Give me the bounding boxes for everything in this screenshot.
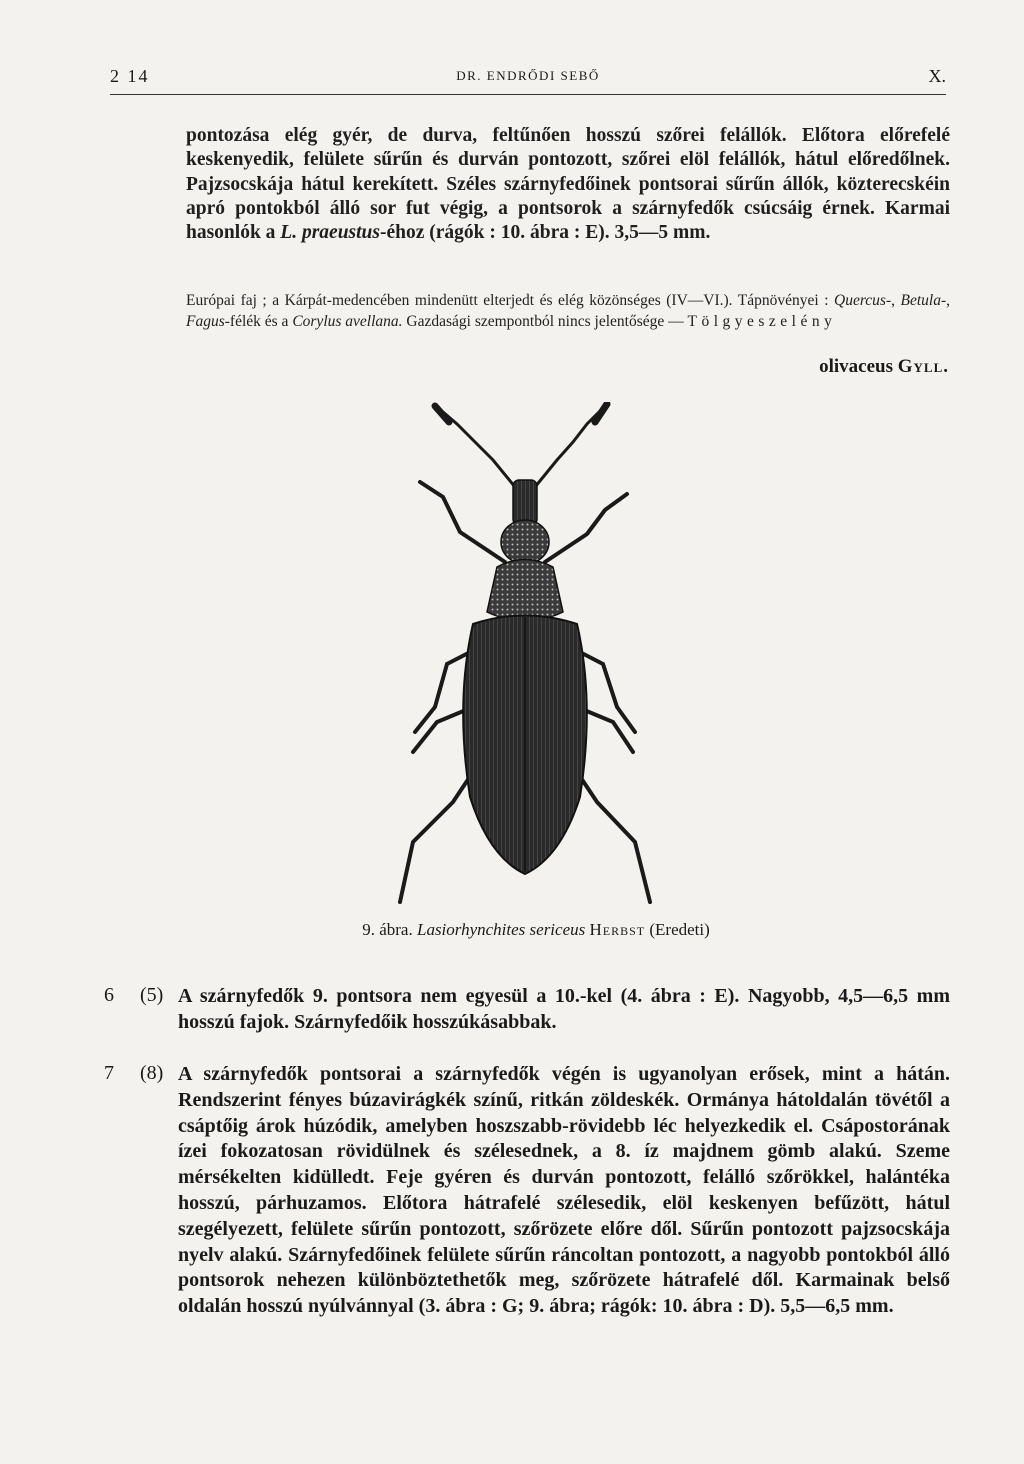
species-heading	[819, 356, 949, 378]
common-name: Tölgyeszelény	[687, 312, 837, 330]
para2-text-2: ,	[891, 292, 901, 309]
para1-text-2: -éhoz (rágók : 10. ábra : E). 3,5—5 mm.	[380, 222, 711, 244]
couplet-text: A szárnyfedők 9. pontsora nem egyesül a 10.-kel (4. ábra : E). Nagyobb, 4,5—6,5 mm hosszú fajok. Szárnyfedőik hosszúkásabbak.	[178, 985, 950, 1033]
figure-caption	[186, 920, 886, 940]
figure-number: 9. ábra.	[362, 920, 413, 939]
para2-taxon-2: Betula-	[900, 292, 947, 309]
running-author: DR. ENDRŐDI SEBŐ	[456, 68, 600, 83]
para1-text-1: pontozása elég gyér, de durva, feltűnően hosszú szőrei felállók. Előtora előrefelé keskenyedik, felülete sűrűn és durván pontozott, szőrei elöl felállók, hátul előredőlnek. Pajzsocskája hátul kerekített. Széles szárnyfedőinek pontsorai sűrűn állók, közterecskéin apró pontokból álló sor fut végig, a pontsorok a szárnyfedők csúcsáig érnek. Karmai hasonlók a	[186, 125, 950, 244]
figure-author: Herbst	[589, 920, 646, 939]
couplet-number: 7	[104, 1062, 114, 1084]
running-header	[110, 64, 946, 95]
page-number: 2 14	[110, 66, 150, 86]
beetle-illustration	[365, 402, 685, 912]
para2-text-5: Gazdasági szempontból nincs jelentősége —	[402, 312, 688, 330]
para2-text-1: Európai faj ; a Kárpát-medencében mindenütt elterjedt és elég közönséges (IV—VI.). Tápnövényei :	[186, 292, 835, 309]
couplet-number: 6	[104, 984, 114, 1006]
figure-note: (Eredeti)	[649, 920, 710, 939]
para2-text-3: ,	[946, 292, 951, 309]
species-author: Gyll.	[897, 356, 949, 377]
para2-text-4: -félék és a	[224, 312, 293, 330]
volume-number: X.	[928, 66, 946, 86]
species-name: olivaceus	[819, 356, 893, 377]
para2-taxon-3: Fagus	[186, 312, 225, 330]
para2-taxon-4: Corylus avellana.	[292, 312, 403, 330]
distribution-paragraph	[186, 291, 950, 332]
couplet-text: A szárnyfedők pontsorai a szárnyfedők végén is ugyanolyan erősek, mint a hátán. Rendszerint fényes búzavirágkék színű, ritkán zöldeskék. Ormánya hátoldalán tövétől a csáptőig árok húzódik, amelyben hoszszabb-rövidebb léc helyezkedik el. Csápostorának ízei fokozatosan rövidülnek és szélesednek, a 8. íz majdnem gömb alakú. Szeme mérsékelten kidülledt. Feje gyéren és durván pontozott, felálló szőrökkel, halántéka hosszú, párhuzamos. Előtora hátrafelé szélesedik, elöl keskenyen befűzött, hátul szegélyezett, felülete sűrűn pontozott, szőrözete előre dől. Sűrűn pontozott pajzsocskája nyelv alakú. Szárnyfedőinek felülete sűrűn ráncoltan pontozott, a nagyobb pontokból álló pontsorok nehezen különböztethetők meg, szőrözete hátrafelé dől. Karmainak belső oldalán hosszú nyúlvánnyal (3. ábra : G; 9. ábra; rágók: 10. ábra : D). 5,5—6,5 mm.	[178, 1063, 950, 1318]
couplet-ref: (5)	[140, 984, 164, 1006]
couplet-ref: (8)	[140, 1062, 164, 1084]
figure-species: Lasiorhynchites sericeus	[416, 920, 586, 939]
description-paragraph	[186, 124, 950, 245]
para1-taxon: L. praeustus	[280, 222, 380, 244]
para2-taxon-1: Quercus-	[834, 292, 892, 309]
